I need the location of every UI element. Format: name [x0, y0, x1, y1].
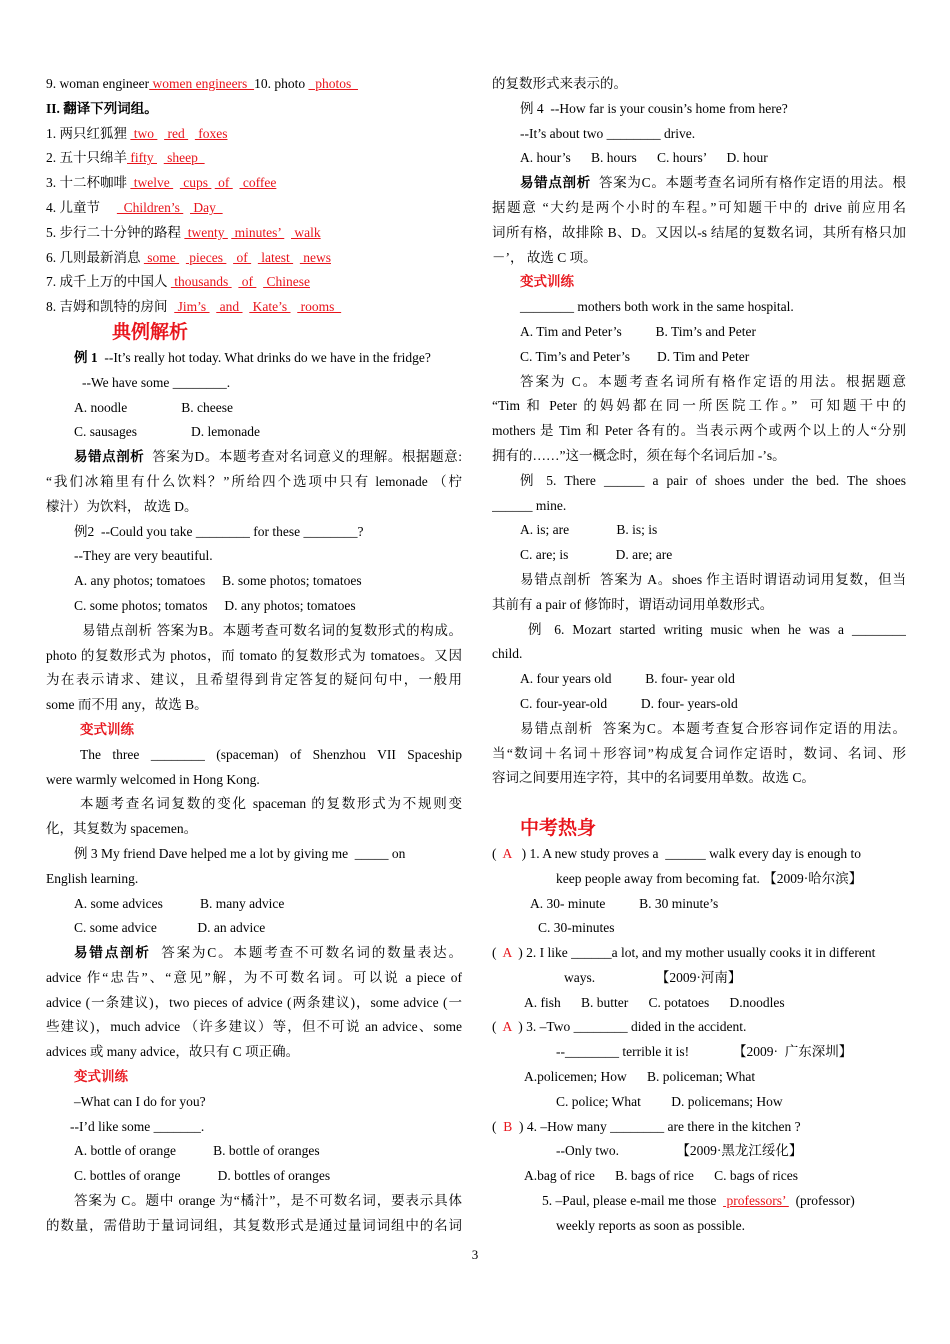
text-segment: of	[238, 274, 257, 290]
text-segment: two	[130, 125, 158, 141]
text-segment	[183, 200, 190, 215]
text-segment: walk	[291, 224, 321, 240]
text-segment: –What can I do for you?	[74, 1093, 206, 1109]
text-segment: twenty	[184, 224, 228, 240]
text-segment: 檬汁）为饮料， 故选 D。	[46, 498, 198, 514]
text-line	[492, 72, 906, 97]
text-segment: red	[164, 125, 189, 141]
text-line	[492, 1115, 906, 1140]
text-line	[492, 568, 906, 593]
text-line	[46, 122, 462, 147]
text-segment: (professor)	[788, 1193, 855, 1209]
text-segment: pieces	[185, 249, 227, 265]
text-segment: 典例解析	[112, 321, 189, 343]
text-segment: 3. 十二杯咖啡	[46, 175, 131, 191]
text-segment	[157, 150, 164, 165]
text-segment: minutes’	[231, 224, 285, 240]
text-line	[492, 494, 906, 519]
text-line	[46, 196, 462, 221]
text-line	[492, 791, 906, 816]
text-segment: 易错点剖析	[74, 945, 151, 961]
text-segment: A. hour’s B. hours C. hours’ D. hour	[520, 150, 768, 166]
text-segment: ) 1. A new study proves a ______ walk every day is enough to	[511, 845, 861, 861]
page-number: 3	[471, 1247, 479, 1262]
text-segment: The three ________ (spaceman) of Shenzhou VII Spaceship	[80, 746, 462, 762]
text-segment: A. bottle of orange B. bottle of oranges	[74, 1143, 320, 1159]
right-column	[492, 72, 906, 1239]
text-line	[46, 544, 462, 569]
text-line	[46, 320, 462, 346]
text-segment: 中考热身	[520, 817, 597, 839]
text-line	[492, 692, 906, 717]
text-line	[492, 816, 906, 842]
text-line	[492, 1065, 906, 1090]
text-segment: A. noodle B. cheese	[74, 399, 233, 415]
text-segment: of	[233, 249, 252, 265]
text-segment: C. four-year-old D. four- years-old	[520, 695, 738, 711]
text-line	[492, 394, 906, 419]
text-segment: Day	[190, 199, 223, 215]
text-line	[46, 1115, 462, 1140]
text-line	[46, 495, 462, 520]
text-segment: Children’s	[116, 199, 184, 215]
text-line	[492, 892, 906, 917]
text-segment: 例 4 --How far is your cousin’s home from here?	[520, 100, 788, 116]
text-line	[492, 941, 906, 966]
text-line	[46, 72, 462, 97]
text-line	[46, 1214, 462, 1239]
text-segment	[284, 225, 291, 240]
text-segment: 例2 --Could you take ________ for these ________?	[74, 523, 364, 539]
text-line	[46, 97, 462, 122]
text-segment: A. some advices B. many advice	[74, 895, 285, 911]
text-segment: child.	[492, 646, 523, 662]
text-segment: A. Tim and Peter’s B. Tim’s and Peter	[520, 323, 757, 339]
text-segment: C. police; What D. policemans; How	[556, 1093, 783, 1109]
text-line	[46, 569, 462, 594]
text-line	[492, 916, 906, 941]
text-segment: were warmly welcomed in Hong Kong.	[46, 771, 260, 787]
text-segment: --Only two. 【2009·黑龙江绥化】	[556, 1143, 803, 1159]
text-line	[492, 122, 906, 147]
text-segment: C. some photos; tomatos D. any photos; tomatoes	[74, 597, 356, 613]
text-segment: Jim’s	[174, 299, 210, 315]
text-segment: thousands	[170, 274, 232, 290]
text-segment: 些建议)，much advice （许多建议）等，但不可说 an advice、some	[46, 1019, 462, 1035]
text-line	[46, 1015, 462, 1040]
text-segment: ways. 【2009·河南】	[564, 969, 742, 985]
text-segment: 6. 几则最新消息	[46, 249, 144, 265]
text-line	[492, 717, 906, 742]
text-segment: 例 1	[74, 349, 98, 365]
text-segment: 5. 步行二十分钟的路程	[46, 224, 185, 240]
text-line	[492, 1189, 906, 1214]
text-segment: English learning.	[46, 870, 139, 886]
text-line	[492, 1164, 906, 1189]
text-segment: foxes	[194, 125, 228, 141]
text-segment: photos	[308, 76, 358, 91]
text-segment: 易错点剖析	[74, 449, 145, 465]
text-line	[46, 1040, 462, 1065]
text-segment: 据题意 “大约是两个小时的车程。”可知题干中的 drive 前应用名	[492, 199, 906, 215]
text-line	[492, 246, 906, 271]
text-segment: ) 3. –Two ________ dided in the accident.	[511, 1019, 747, 1035]
text-segment: (	[492, 945, 503, 961]
text-line	[492, 469, 906, 494]
text-segment: 容词之间要用连字符，其中的名词要用单数。故选 C。	[492, 770, 815, 786]
text-segment: ) 2. I like ______a lot, and my mother usually cooks it in different	[511, 945, 876, 961]
text-segment: “Tim 和 Peter 的妈妈都在同一所医院工作。” 可知题干中的	[492, 398, 906, 414]
text-segment: keep people away from becoming fat. 【2009·哈尔滨】	[556, 870, 863, 886]
text-line	[46, 768, 462, 793]
text-line	[492, 966, 906, 991]
text-line	[492, 295, 906, 320]
text-line	[46, 396, 462, 421]
text-segment: 词所有格，故排除 B、D。又因以-s 结尾的复数名词，其所有格只加	[492, 224, 906, 240]
text-line	[46, 644, 462, 669]
text-line	[492, 196, 906, 221]
text-line	[46, 792, 462, 817]
text-segment: 易错点剖析	[520, 175, 591, 191]
text-line	[46, 1189, 462, 1214]
text-segment: 答案为C。本题考查名词所有格作定语的用法。根	[590, 175, 906, 191]
text-segment: and	[216, 299, 243, 315]
text-segment: 拥有的……”这一概念时，须在每个名词后加 -’s。	[492, 447, 786, 463]
text-segment: 易错点剖析 答案为C。本题考查复合形容词作定语的用法。	[520, 720, 906, 736]
text-segment: A	[502, 1019, 512, 1035]
text-line	[46, 470, 462, 495]
text-segment: －’， 故选 C 项。	[492, 249, 597, 265]
text-segment: 变式训练	[520, 274, 574, 290]
text-segment: A. 30- minute B. 30 minute’s	[530, 895, 719, 911]
text-segment: C. 30-minutes	[538, 920, 615, 936]
text-segment: 例 5. There ______ a pair of shoes under the bed. The shoes	[520, 472, 906, 488]
text-segment: advices 或 many advice，故只有 C 项正确。	[46, 1044, 300, 1060]
text-segment: 其前有 a pair of 修饰时，谓语动词用单数形式。	[492, 596, 774, 612]
text-line	[492, 345, 906, 370]
text-segment: (	[492, 1118, 504, 1134]
text-line	[46, 295, 462, 320]
text-segment: 7. 成千上万的中国人	[46, 274, 171, 290]
text-segment: A. four years old B. four- year old	[520, 671, 735, 687]
text-line	[492, 1090, 906, 1115]
text-segment: A. is; are B. is; is	[520, 522, 658, 538]
text-segment: A.policemen; How B. policeman; What	[524, 1069, 756, 1085]
text-line	[46, 743, 462, 768]
text-segment: 5. –Paul, please e-mail me those	[542, 1193, 724, 1209]
text-segment: sheep	[163, 150, 205, 166]
text-segment: 答案为 C。本题考查名词所有格作定语的用法。根据题意	[520, 373, 906, 389]
text-segment: 8. 吉姆和凯特的房间	[46, 299, 175, 315]
text-segment: women engineers	[149, 76, 255, 91]
text-line	[46, 445, 462, 470]
text-segment: 4. 儿童节	[46, 199, 117, 215]
text-line	[46, 246, 462, 271]
text-line	[46, 1139, 462, 1164]
text-line	[46, 941, 462, 966]
text-segment: --It’s about two ________ drive.	[520, 125, 696, 141]
text-segment: photo 的复数形式为 photos，而 tomato 的复数形式为 tomatoes。又因	[46, 647, 462, 663]
text-segment: 化，其复数为 spacemen。	[46, 821, 198, 837]
text-line	[492, 1139, 906, 1164]
text-segment: A. any photos; tomatoes B. some photos; tomatoes	[74, 573, 362, 589]
text-line	[492, 618, 906, 643]
text-segment	[173, 175, 180, 190]
text-line	[492, 146, 906, 171]
text-line	[492, 419, 906, 444]
text-line	[492, 97, 906, 122]
text-segment: --I’d like some _______.	[70, 1118, 205, 1134]
text-segment: C. are; is D. are; are	[520, 547, 673, 563]
text-segment: 为在表示请求、建议，且希望得到肯定答复的疑问句中，一般用	[46, 672, 462, 688]
text-segment: some 而不用 any，故选 B。	[46, 697, 208, 713]
text-segment: rooms	[297, 299, 342, 315]
text-line	[492, 742, 906, 767]
text-line	[46, 1090, 462, 1115]
text-line	[46, 146, 462, 171]
text-line	[492, 444, 906, 469]
text-segment: Chinese	[263, 274, 310, 290]
text-line	[492, 642, 906, 667]
text-segment: “我们冰箱里有什么饮料？”所给四个选项中只有 lemonade （柠	[46, 473, 462, 489]
text-segment: of	[214, 175, 233, 191]
text-line	[492, 221, 906, 246]
text-line	[492, 766, 906, 791]
text-line	[46, 842, 462, 867]
text-line	[46, 916, 462, 941]
text-segment: --We have some ________.	[82, 374, 231, 390]
text-line	[492, 842, 906, 867]
text-line	[492, 543, 906, 568]
text-line	[46, 892, 462, 917]
text-segment: (	[492, 1019, 503, 1035]
text-segment: advice 作“忠告”、“意见”解，为不可数名词。可以说 a piece of	[46, 969, 462, 985]
text-line	[46, 991, 462, 1016]
text-segment: cups	[179, 175, 212, 191]
text-segment	[293, 250, 300, 265]
text-segment: latest	[257, 249, 294, 265]
text-line	[492, 1040, 906, 1065]
text-line	[46, 619, 462, 644]
text-line	[492, 1214, 906, 1239]
text-segment: 变式训练	[74, 1069, 128, 1085]
text-segment: ) 4. –How many ________ are there in the kitchen ?	[512, 1118, 801, 1134]
text-line	[492, 518, 906, 543]
text-segment: mothers 是 Tim 和 Peter 各有的。当表示两个或两个以上的人“分别	[492, 423, 906, 439]
text-line	[492, 370, 906, 395]
text-line	[492, 593, 906, 618]
text-line	[492, 667, 906, 692]
text-segment: 的复数形式来表示的。	[492, 76, 627, 91]
text-line	[46, 966, 462, 991]
text-segment: ______ mine.	[492, 497, 567, 513]
text-line	[46, 817, 462, 842]
text-segment: 易错点剖析 答案为 A。shoes 作主语时谓语动词用复数，但当	[520, 571, 906, 587]
text-segment: --________ terrible it is! 【2009· 广东深圳】	[556, 1044, 853, 1060]
text-line	[46, 371, 462, 396]
text-segment: professors’	[723, 1193, 789, 1209]
text-line	[46, 171, 462, 196]
text-segment: Kate’s	[249, 299, 291, 315]
text-segment: C. sausages D. lemonade	[74, 424, 260, 440]
text-segment: 10. photo	[254, 76, 309, 91]
text-segment: 易错点剖析 答案为B。本题考查可数名词的复数形式的构成。	[82, 622, 462, 638]
text-line	[46, 346, 462, 371]
text-segment: coffee	[239, 175, 277, 191]
text-segment	[179, 250, 186, 265]
text-line	[46, 718, 462, 743]
text-segment: A	[502, 845, 512, 861]
text-segment: 答案为C。本题考查不可数名词的数量表达。	[150, 945, 462, 961]
text-segment: 变式训练	[80, 721, 134, 737]
text-line	[46, 1065, 462, 1090]
text-segment: --They are very beautiful.	[74, 548, 213, 564]
left-column	[46, 72, 462, 1239]
text-line	[492, 867, 906, 892]
text-line	[46, 420, 462, 445]
text-segment: 本题考查名词复数的变化 spaceman 的复数形式为不规则变	[80, 796, 462, 812]
text-segment: 当“数词＋名词＋形容词”构成复合词作定语时，数词、名词、形	[492, 745, 906, 761]
text-line	[46, 1164, 462, 1189]
text-segment: C. bottles of orange D. bottles of oranges	[74, 1168, 331, 1184]
text-segment	[251, 250, 258, 265]
text-line	[46, 594, 462, 619]
text-line	[46, 693, 462, 718]
text-segment: A.bag of rice B. bags of rice C. bags of rices	[524, 1168, 799, 1184]
text-segment: twelve	[130, 175, 174, 191]
text-segment: 例 3 My friend Dave helped me a lot by giving me _____ on	[74, 845, 406, 861]
text-segment: 9. woman engineer	[46, 76, 150, 91]
text-segment: B	[503, 1118, 513, 1134]
text-segment: 答案为 C。题中 orange 为“橘汁”，是不可数名词，要表示具体	[74, 1193, 462, 1209]
text-segment: II. 翻译下列词组。	[46, 100, 158, 116]
text-segment: (	[492, 845, 503, 861]
text-segment: some	[143, 249, 180, 265]
text-segment: fifty	[127, 150, 157, 166]
text-segment	[233, 175, 240, 190]
text-segment: C. some advice D. an advice	[74, 920, 266, 936]
text-segment: ________ mothers both work in the same hospital.	[520, 299, 794, 315]
text-segment: advice (一条建议)，two pieces of advice (两条建议)，some advice (一	[46, 994, 462, 1010]
text-segment: A	[502, 945, 512, 961]
text-line	[46, 867, 462, 892]
text-line	[492, 171, 906, 196]
text-segment: 的数量，需借助于量词词组，其复数形式是通过量词词组中的名词	[46, 1217, 462, 1233]
text-line	[492, 1015, 906, 1040]
text-line	[492, 320, 906, 345]
text-segment: 2. 五十只绵羊	[46, 150, 127, 166]
text-segment: --It’s really hot today. What drinks do we have in the fridge?	[97, 349, 431, 365]
text-segment: news	[299, 249, 331, 265]
text-segment: 1. 两只红狐狸	[46, 125, 131, 141]
text-line	[46, 668, 462, 693]
text-segment: weekly reports as soon as possible.	[556, 1217, 745, 1233]
text-line	[46, 221, 462, 246]
text-line	[492, 270, 906, 295]
text-segment	[188, 126, 195, 141]
text-segment: 答案为D。本题考查对名词意义的理解。根据题意:	[144, 449, 462, 465]
text-line	[492, 991, 906, 1016]
text-line	[46, 270, 462, 295]
text-segment: 例 6. Mozart started writing music when he was a ________	[528, 621, 906, 637]
text-line	[46, 520, 462, 545]
text-segment: C. Tim’s and Peter’s D. Tim and Peter	[520, 348, 750, 364]
text-segment: A. fish B. butter C. potatoes D.noodles	[524, 994, 785, 1010]
